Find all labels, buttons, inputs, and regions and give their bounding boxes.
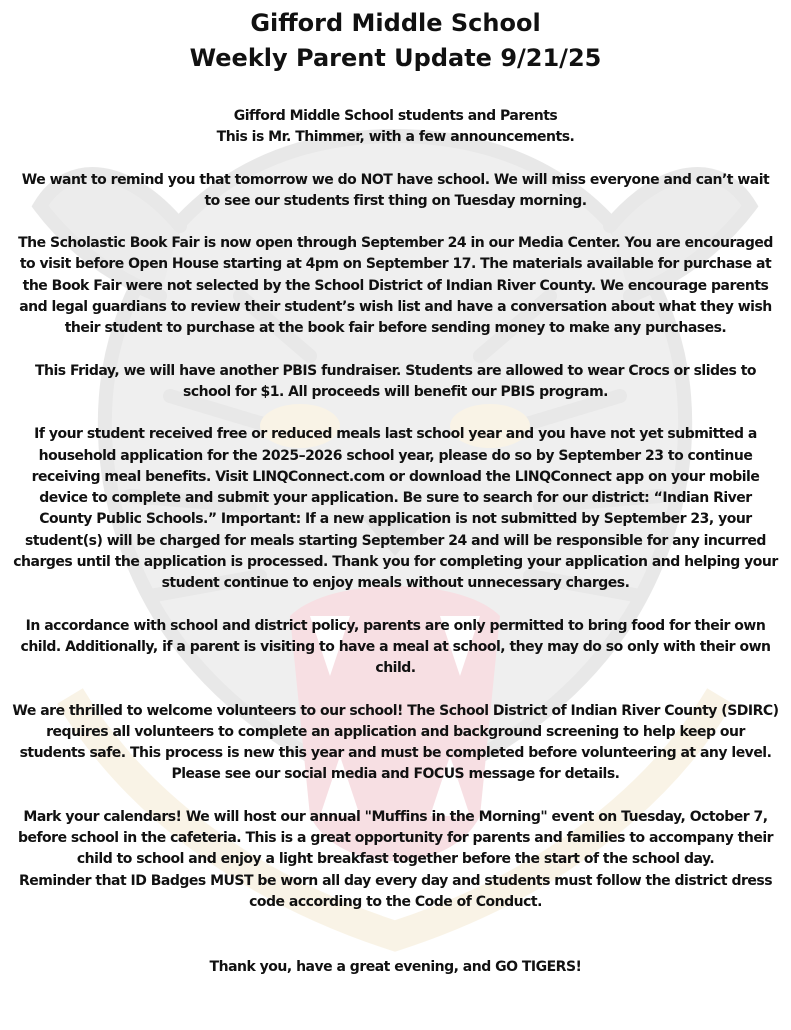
announcement-meal-benefits: If your student received free or reduced meals last school year and you have not yet submitted a household application for the 2025–2026 school year, please do so by September 23 to continue receiving meal benefits. Visit LINQConnect.com or download the LINQConnect app on your mobile device to complete and submit your application. Be sure to search for our district: “Indian River County Public Schools.” Important: If a new application is not submitted by September 23, your student(s) will be charged for meals starting September 24 and will be responsible for any incurred charges until the application is processed. Thank you for completing your application and helping your student continue to enjoy meals without unnecessary charges. [13, 426, 778, 592]
title-school-name: Gifford Middle School [250, 9, 541, 37]
announcement-no-school: We want to remind you that tomorrow we do NOT have school. We will miss everyone and can’t wait to see our students first thing on Tuesday morning. [21, 171, 770, 209]
announcement-id-badges: Reminder that ID Badges MUST be worn all day every day and students must follow the district dress code according to the Code of Conduct. [18, 872, 773, 910]
title-update-date: Weekly Parent Update 9/21/25 [189, 44, 602, 72]
closing-message: Thank you, have a great evening, and GO TIGERS! [209, 959, 582, 976]
intro-line-2: This is Mr. Thimmer, with a few announcements. [216, 129, 575, 146]
announcement-book-fair: The Scholastic Book Fair is now open through September 24 in our Media Center. You are encouraged to visit before Open House starting at 4pm on September 17. The materials available for purchase at the Book Fair were not selected by the School District of Indian River County. We encourage parents and legal guardians to review their student’s wish list and have a conversation about what they wish their student to purchase at the book fair before sending money to make any purchases. [18, 235, 773, 337]
page-title [12, 6, 779, 76]
announcement-volunteers: We are thrilled to welcome volunteers to our school! The School District of Indian River County (SDIRC) requires all volunteers to complete an application and background screening to help keep our students safe. This process is new this year and must be completed before volunteering at any level. Please see our social media and FOCUS message for details. [12, 702, 779, 783]
announcement-pbis-fundraiser: This Friday, we will have another PBIS fundraiser. Students are allowed to wear Crocs or slides to school for $1. All proceeds will benefit our PBIS program. [34, 362, 757, 400]
parent-update-document [0, 6, 791, 979]
intro-line-1: Gifford Middle School students and Parents [233, 108, 558, 124]
announcement-muffins-event: Mark your calendars! We will host our annual "Muffins in the Morning" event on Tuesday, October 7, before school in the cafeteria. This is a great opportunity for parents and families to accompany their child to school and enjoy a light breakfast together before the start of the school day. [17, 808, 774, 868]
announcement-food-policy: In accordance with school and district policy, parents are only permitted to bring food for their own child. Additionally, if a parent is visiting to have a meal at school, they may do so only with their own child. [20, 617, 771, 677]
intro-greeting [12, 106, 779, 149]
